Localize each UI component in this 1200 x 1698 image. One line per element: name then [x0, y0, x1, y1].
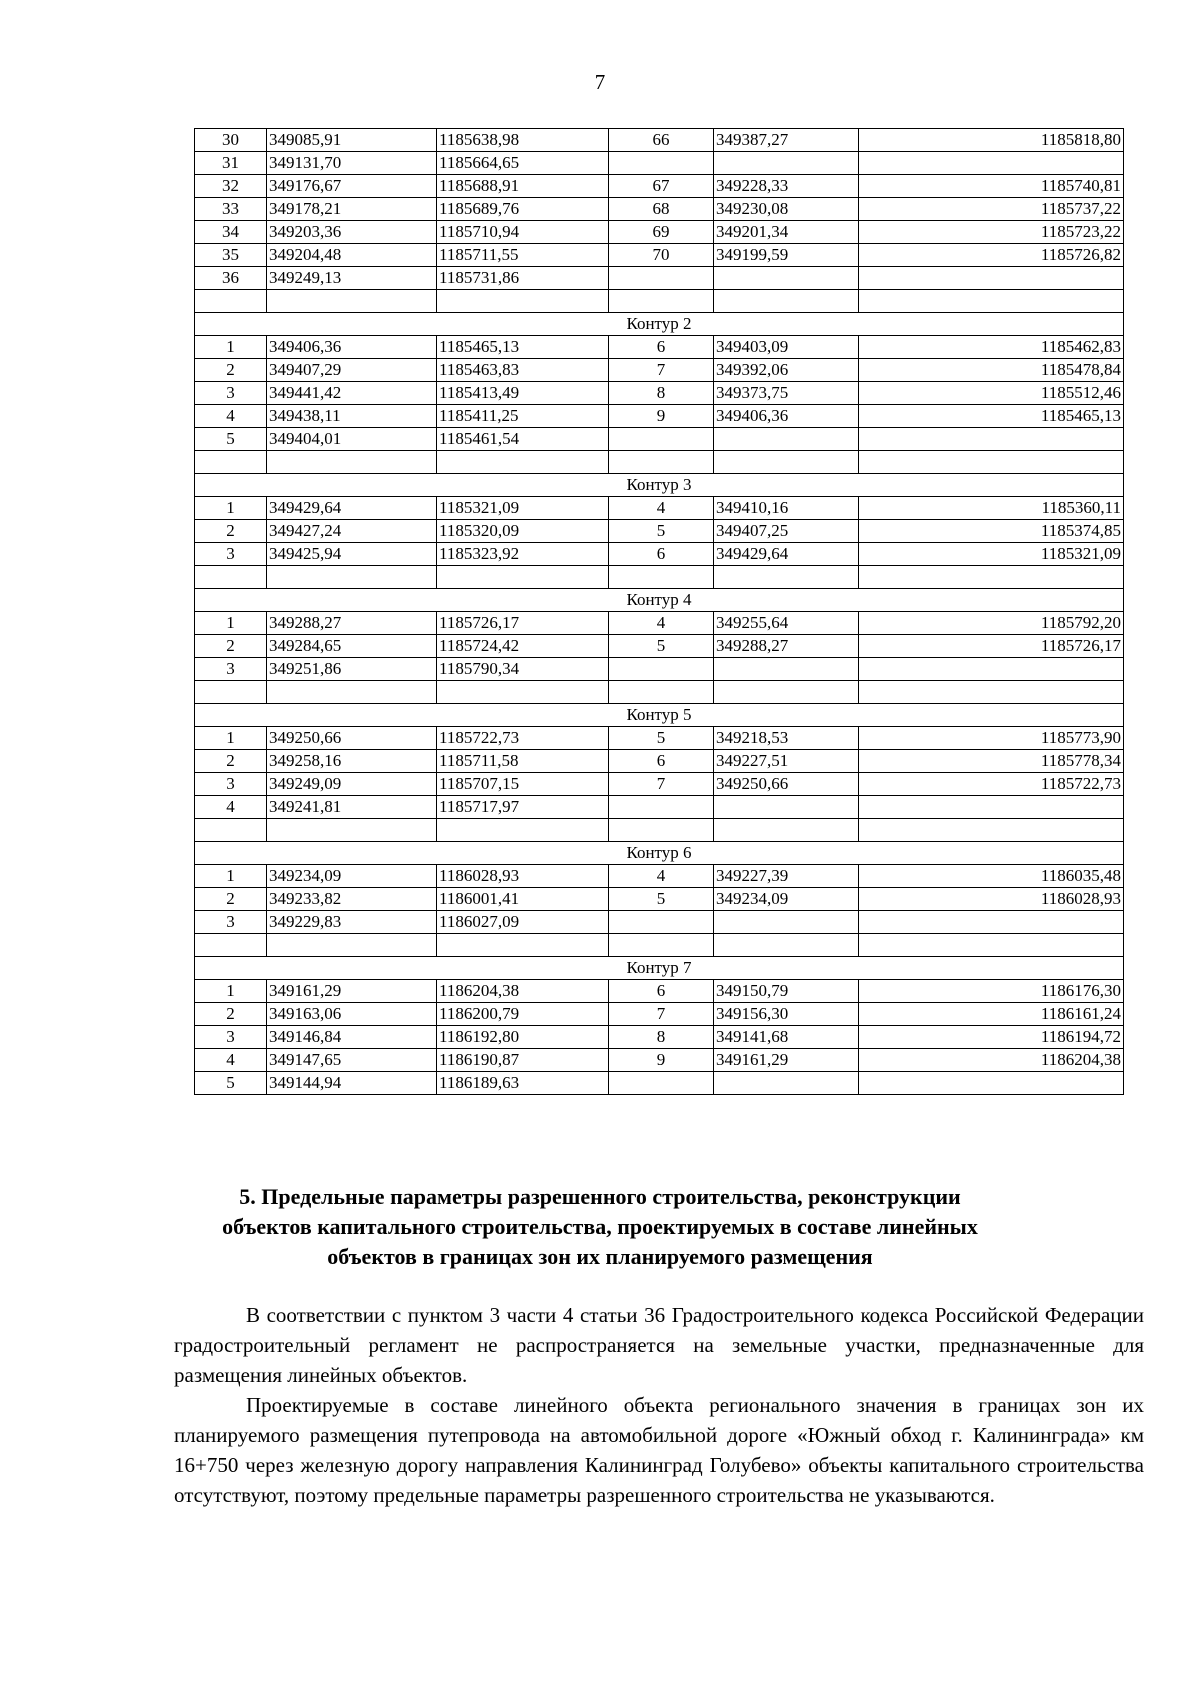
table-cell: 1185688,91 [437, 175, 609, 198]
table-cell: 349150,79 [714, 980, 859, 1003]
table-cell: 349392,06 [714, 359, 859, 382]
contour-title-row [195, 313, 1124, 336]
table-cell: 2 [195, 359, 267, 382]
table-cell: 349161,29 [267, 980, 437, 1003]
table-row [195, 681, 1124, 704]
contour-title-row [195, 957, 1124, 980]
table-cell: 349288,27 [267, 612, 437, 635]
table-row [195, 198, 1124, 221]
table-cell: 2 [195, 520, 267, 543]
table-cell: 2 [195, 888, 267, 911]
table-cell [859, 681, 1124, 704]
table-row [195, 267, 1124, 290]
table-cell: 1185463,83 [437, 359, 609, 382]
table-cell [195, 934, 267, 957]
table-row [195, 129, 1124, 152]
table-cell [609, 658, 714, 681]
table-cell [859, 152, 1124, 175]
table-cell: 349227,51 [714, 750, 859, 773]
table-row [195, 750, 1124, 773]
table-cell: 349251,86 [267, 658, 437, 681]
section-heading-line: объектов в границах зон их планируемого размещения [327, 1244, 873, 1269]
table-cell: 1185512,46 [859, 382, 1124, 405]
table-cell: 1185731,86 [437, 267, 609, 290]
table-cell: 4 [195, 796, 267, 819]
table-cell: 7 [609, 773, 714, 796]
table-cell [859, 290, 1124, 313]
table-cell: 349407,29 [267, 359, 437, 382]
table-cell [859, 451, 1124, 474]
table-row [195, 635, 1124, 658]
table-cell: 3 [195, 658, 267, 681]
table-cell [609, 681, 714, 704]
table-cell: 1185778,34 [859, 750, 1124, 773]
table-cell: 1 [195, 980, 267, 1003]
table-cell: 1186194,72 [859, 1026, 1124, 1049]
table-cell: 349425,94 [267, 543, 437, 566]
table-cell: 1185717,97 [437, 796, 609, 819]
table-cell [437, 566, 609, 589]
table-row [195, 658, 1124, 681]
table-cell [195, 290, 267, 313]
table-cell: 349234,09 [714, 888, 859, 911]
table-row [195, 290, 1124, 313]
table-cell: 68 [609, 198, 714, 221]
contour-title: Контур 3 [195, 474, 1124, 497]
table-row [195, 543, 1124, 566]
table-cell [859, 658, 1124, 681]
table-cell: 1185711,58 [437, 750, 609, 773]
table-cell: 349427,24 [267, 520, 437, 543]
table-cell: 349429,64 [714, 543, 859, 566]
table-cell: 349438,11 [267, 405, 437, 428]
table-cell: 349250,66 [267, 727, 437, 750]
table-cell [437, 934, 609, 957]
table-row [195, 1049, 1124, 1072]
table-cell: 349249,09 [267, 773, 437, 796]
table-row [195, 175, 1124, 198]
table-cell: 349233,82 [267, 888, 437, 911]
table-cell: 1185461,54 [437, 428, 609, 451]
table-row [195, 819, 1124, 842]
table-row [195, 1026, 1124, 1049]
table-cell: 1185478,84 [859, 359, 1124, 382]
table-cell: 1185792,20 [859, 612, 1124, 635]
table-cell: 9 [609, 405, 714, 428]
table-cell [609, 152, 714, 175]
contour-title-row [195, 842, 1124, 865]
table-cell: 6 [609, 750, 714, 773]
contour-title: Контур 2 [195, 313, 1124, 336]
table-row [195, 336, 1124, 359]
table-cell: 349147,65 [267, 1049, 437, 1072]
table-cell: 349085,91 [267, 129, 437, 152]
table-row [195, 934, 1124, 957]
table-cell [437, 290, 609, 313]
section-heading-line: 5. Предельные параметры разрешенного строительства, реконструкции [239, 1184, 961, 1209]
table-cell: 349227,39 [714, 865, 859, 888]
table-cell [437, 451, 609, 474]
table-cell [859, 267, 1124, 290]
table-cell: 1185818,80 [859, 129, 1124, 152]
table-cell: 1185465,13 [437, 336, 609, 359]
table-cell: 349163,06 [267, 1003, 437, 1026]
table-cell [714, 681, 859, 704]
table-cell: 3 [195, 911, 267, 934]
table-cell: 1185689,76 [437, 198, 609, 221]
table-cell: 349404,01 [267, 428, 437, 451]
table-cell: 5 [195, 428, 267, 451]
table-cell [714, 911, 859, 934]
table-cell [859, 428, 1124, 451]
table-cell: 349407,25 [714, 520, 859, 543]
table-cell: 349161,29 [714, 1049, 859, 1072]
table-cell: 1186028,93 [437, 865, 609, 888]
table-cell [437, 819, 609, 842]
table-cell: 31 [195, 152, 267, 175]
table-cell: 1185360,11 [859, 497, 1124, 520]
table-cell: 349410,16 [714, 497, 859, 520]
table-cell [609, 428, 714, 451]
table-cell: 1185726,17 [859, 635, 1124, 658]
table-cell [714, 658, 859, 681]
table-cell: 1186190,87 [437, 1049, 609, 1072]
table-cell: 4 [609, 612, 714, 635]
table-cell: 3 [195, 773, 267, 796]
table-row [195, 911, 1124, 934]
table-cell [609, 819, 714, 842]
section-heading-line: объектов капитального строительства, проектируемых в составе линейных [222, 1214, 978, 1239]
table-cell [195, 681, 267, 704]
contour-title: Контур 4 [195, 589, 1124, 612]
table-cell [714, 267, 859, 290]
table-cell [609, 911, 714, 934]
table-cell [859, 566, 1124, 589]
table-cell: 30 [195, 129, 267, 152]
table-cell: 349234,09 [267, 865, 437, 888]
table-cell [195, 819, 267, 842]
table-cell: 349406,36 [267, 336, 437, 359]
table-cell: 1185710,94 [437, 221, 609, 244]
contour-title-row [195, 704, 1124, 727]
table-cell: 4 [609, 865, 714, 888]
table-row [195, 566, 1124, 589]
table-cell [609, 934, 714, 957]
table-cell: 6 [609, 543, 714, 566]
table-cell: 3 [195, 1026, 267, 1049]
table-cell: 70 [609, 244, 714, 267]
table-cell: 1186176,30 [859, 980, 1124, 1003]
table-cell: 349199,59 [714, 244, 859, 267]
table-cell [609, 566, 714, 589]
table-cell [859, 1072, 1124, 1095]
table-cell: 1185638,98 [437, 129, 609, 152]
contour-title-row [195, 589, 1124, 612]
table-cell [714, 451, 859, 474]
table-cell: 349288,27 [714, 635, 859, 658]
table-cell [609, 290, 714, 313]
page-number: 7 [594, 70, 606, 94]
table-cell [195, 566, 267, 589]
table-cell: 349146,84 [267, 1026, 437, 1049]
table-cell [195, 451, 267, 474]
table-cell: 2 [195, 1003, 267, 1026]
table-row [195, 796, 1124, 819]
table-cell: 349255,64 [714, 612, 859, 635]
table-cell: 1186035,48 [859, 865, 1124, 888]
table-row [195, 1072, 1124, 1095]
table-cell: 2 [195, 635, 267, 658]
paragraph-2-text: Проектируемые в составе линейного объекта регионального значения в границах зон их планируемого размещения путепровода на автомобильной дороге «Южный обход г. Калининграда» км 16+750 через железную дорогу направления Калининград Голубево» объекты капитального строительства отсутствуют, поэтому предельные параметры разрешенного строительства не указываются. [174, 1393, 1144, 1507]
table-cell: 1 [195, 727, 267, 750]
table-cell: 349201,34 [714, 221, 859, 244]
table-cell: 349141,68 [714, 1026, 859, 1049]
table-cell: 1 [195, 336, 267, 359]
table-cell [267, 819, 437, 842]
table-cell: 6 [609, 980, 714, 1003]
table-cell: 5 [609, 727, 714, 750]
table-cell: 349249,13 [267, 267, 437, 290]
table-row [195, 244, 1124, 267]
paragraph-1 [174, 1300, 1144, 1390]
table-cell [609, 796, 714, 819]
table-cell: 1 [195, 497, 267, 520]
table-row [195, 1003, 1124, 1026]
table-cell: 8 [609, 1026, 714, 1049]
table-cell [714, 796, 859, 819]
table-cell: 1186027,09 [437, 911, 609, 934]
table-cell: 1186204,38 [859, 1049, 1124, 1072]
table-cell: 3 [195, 543, 267, 566]
table-cell [859, 796, 1124, 819]
table-cell [267, 934, 437, 957]
table-cell [267, 451, 437, 474]
table-cell: 7 [609, 359, 714, 382]
table-cell: 35 [195, 244, 267, 267]
table-cell: 349441,42 [267, 382, 437, 405]
table-cell [714, 819, 859, 842]
table-cell: 1186189,63 [437, 1072, 609, 1095]
table-cell [267, 681, 437, 704]
table-cell [609, 1072, 714, 1095]
table-cell: 1186204,38 [437, 980, 609, 1003]
table-cell: 1185773,90 [859, 727, 1124, 750]
table-cell: 8 [609, 382, 714, 405]
table-cell: 1185323,92 [437, 543, 609, 566]
table-cell: 1185411,25 [437, 405, 609, 428]
table-cell [609, 451, 714, 474]
table-cell: 349228,33 [714, 175, 859, 198]
table-cell: 1186028,93 [859, 888, 1124, 911]
coordinates-table [194, 128, 1124, 1095]
table-cell: 2 [195, 750, 267, 773]
table-cell: 1185723,22 [859, 221, 1124, 244]
section-heading [150, 1182, 1050, 1272]
table-cell: 4 [195, 405, 267, 428]
table-cell: 1185664,65 [437, 152, 609, 175]
table-cell [859, 819, 1124, 842]
table-cell: 34 [195, 221, 267, 244]
table-cell: 349178,21 [267, 198, 437, 221]
table-cell [714, 1072, 859, 1095]
table-cell: 349250,66 [714, 773, 859, 796]
table-row [195, 497, 1124, 520]
table-cell: 1186001,41 [437, 888, 609, 911]
table-cell: 1185726,17 [437, 612, 609, 635]
table-cell: 1185740,81 [859, 175, 1124, 198]
table-cell: 32 [195, 175, 267, 198]
table-cell: 1185320,09 [437, 520, 609, 543]
table-cell [714, 934, 859, 957]
table-cell: 5 [609, 888, 714, 911]
table-row [195, 359, 1124, 382]
table-cell: 349176,67 [267, 175, 437, 198]
table-cell: 1185321,09 [859, 543, 1124, 566]
table-row [195, 382, 1124, 405]
table-row [195, 612, 1124, 635]
table-cell: 1185374,85 [859, 520, 1124, 543]
table-cell: 1185737,22 [859, 198, 1124, 221]
paragraph-2 [174, 1390, 1144, 1510]
table-row [195, 727, 1124, 750]
table-cell: 1186161,24 [859, 1003, 1124, 1026]
table-cell: 349373,75 [714, 382, 859, 405]
table-cell: 1185707,15 [437, 773, 609, 796]
table-cell: 349203,36 [267, 221, 437, 244]
table-cell: 349258,16 [267, 750, 437, 773]
table-cell: 349144,94 [267, 1072, 437, 1095]
contour-title: Контур 6 [195, 842, 1124, 865]
table-cell: 1 [195, 612, 267, 635]
table-row [195, 888, 1124, 911]
table-cell: 349230,08 [714, 198, 859, 221]
table-cell: 33 [195, 198, 267, 221]
table-cell: 349229,83 [267, 911, 437, 934]
table-cell: 67 [609, 175, 714, 198]
table-cell: 1185462,83 [859, 336, 1124, 359]
table-cell: 1185465,13 [859, 405, 1124, 428]
table-cell: 66 [609, 129, 714, 152]
table-cell [437, 681, 609, 704]
table-cell: 5 [609, 635, 714, 658]
table-cell: 349387,27 [714, 129, 859, 152]
table-cell: 1185413,49 [437, 382, 609, 405]
table-row [195, 152, 1124, 175]
table-cell: 1185724,42 [437, 635, 609, 658]
table-cell: 349241,81 [267, 796, 437, 819]
table-row [195, 980, 1124, 1003]
table-cell: 1185722,73 [859, 773, 1124, 796]
table-cell: 1186192,80 [437, 1026, 609, 1049]
paragraph-1-text: В соответствии с пунктом 3 части 4 статьи 36 Градостроительного кодекса Российской Федерации градостроительный регламент не распространяется на земельные участки, предназначенные для размещения линейных объектов. [174, 1303, 1144, 1387]
table-cell [714, 152, 859, 175]
table-cell: 5 [195, 1072, 267, 1095]
table-cell: 349156,30 [714, 1003, 859, 1026]
table-cell: 349284,65 [267, 635, 437, 658]
table-cell: 7 [609, 1003, 714, 1026]
table-cell: 5 [609, 520, 714, 543]
table-cell: 3 [195, 382, 267, 405]
table-cell: 36 [195, 267, 267, 290]
table-cell [859, 934, 1124, 957]
contour-title: Контур 7 [195, 957, 1124, 980]
table-row [195, 865, 1124, 888]
table-row [195, 451, 1124, 474]
table-cell: 9 [609, 1049, 714, 1072]
table-cell: 6 [609, 336, 714, 359]
table-cell [714, 428, 859, 451]
contour-title-row [195, 474, 1124, 497]
table-cell: 1185321,09 [437, 497, 609, 520]
table-cell: 349406,36 [714, 405, 859, 428]
table-row [195, 221, 1124, 244]
table-cell: 1185790,34 [437, 658, 609, 681]
table-row [195, 405, 1124, 428]
table-cell [714, 566, 859, 589]
table-row [195, 428, 1124, 451]
table-cell: 69 [609, 221, 714, 244]
table-cell: 1186200,79 [437, 1003, 609, 1026]
table-cell [714, 290, 859, 313]
contour-title: Контур 5 [195, 704, 1124, 727]
table-cell: 4 [609, 497, 714, 520]
table-cell [859, 911, 1124, 934]
table-cell: 1185722,73 [437, 727, 609, 750]
table-cell: 4 [195, 1049, 267, 1072]
table-row [195, 520, 1124, 543]
table-cell: 349131,70 [267, 152, 437, 175]
table-cell: 349218,53 [714, 727, 859, 750]
table-cell: 349429,64 [267, 497, 437, 520]
table-cell [267, 290, 437, 313]
coordinates-table-body [195, 129, 1124, 1095]
table-cell: 349204,48 [267, 244, 437, 267]
table-cell: 1 [195, 865, 267, 888]
table-cell: 349403,09 [714, 336, 859, 359]
table-row [195, 773, 1124, 796]
table-cell: 1185726,82 [859, 244, 1124, 267]
table-cell [267, 566, 437, 589]
table-cell [609, 267, 714, 290]
table-cell: 1185711,55 [437, 244, 609, 267]
